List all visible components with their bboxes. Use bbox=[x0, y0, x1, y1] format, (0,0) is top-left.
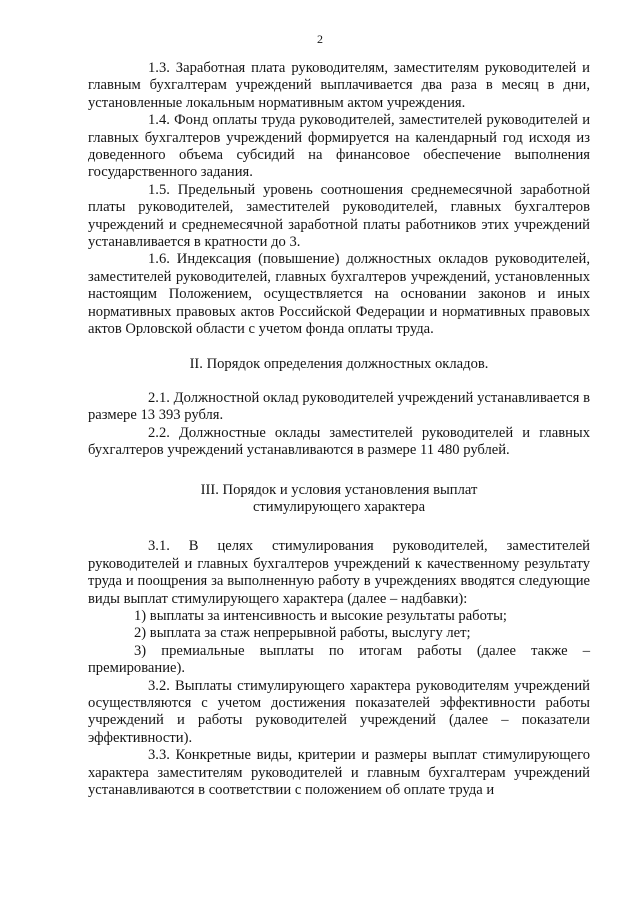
page-number: 2 bbox=[317, 32, 323, 46]
paragraph-2-1: 2.1. Должностной оклад руководителей учреждений устанавливается в размере 13 393 рубля. bbox=[88, 389, 590, 424]
section-3-heading-line-2: стимулирующего характера bbox=[252, 498, 426, 515]
section-3-heading-line-1: III. Порядок и условия установления выплат bbox=[200, 481, 478, 498]
paragraph-3-3: 3.3. Конкретные виды, критерии и размеры выплат стимулирующего характера заместителям руководителей и главным бухгалтерам учреждений устанавливаются в соответствии с положением об оплате труда и bbox=[88, 747, 590, 799]
list-item-2: 2) выплата за стаж непрерывной работы, выслугу лет; bbox=[134, 625, 471, 642]
paragraph-1-6: 1.6. Индексация (повышение) должностных окладов руководителей, заместителей руководителей, главных бухгалтеров учреждений, установленных настоящим Положением, осуществляется на основании законов и иных нормативных правовых актов Российской Федерации и нормативных правовых актов Орловской области с учетом фонда оплаты труда. bbox=[88, 251, 590, 338]
paragraph-1-5: 1.5. Предельный уровень соотношения среднемесячной заработной платы руководителей, заместителей руководителей, главных бухгалтеров учреждений и среднемесячной заработной платы работников этих учреждений устанавливается в кратности до 3. bbox=[88, 181, 590, 251]
spacer bbox=[88, 373, 590, 390]
spacer bbox=[88, 339, 590, 356]
document-body bbox=[88, 60, 590, 799]
paragraph-1-4: 1.4. Фонд оплаты труда руководителей, заместителей руководителей и главных бухгалтеров учреждений формируется на календарный год исходя из доведенного объема субсидий на финансовое обеспечение выполнения государственного задания. bbox=[88, 112, 590, 181]
paragraph-1-3: 1.3. Заработная плата руководителям, заместителям руководителей и главным бухгалтерам учреждений выплачивается два раза в месяц в дни, установленные локальным нормативным актом учреждения. bbox=[88, 60, 590, 111]
paragraph-3-2: 3.2. Выплаты стимулирующего характера руководителям учреждений осуществляются с учетом достижения показателей эффективности работы учреждений и работы руководителей учреждений (далее – показатели эффективности). bbox=[88, 677, 590, 746]
paragraph-2-2: 2.2. Должностные оклады заместителей руководителей и главных бухгалтеров учреждений устанавливаются в размере 11 480 рублей. bbox=[88, 424, 590, 459]
paragraph-3-1: 3.1. В целях стимулирования руководителей, заместителей руководителей и главных бухгалтеров учреждений к качественному результату труда и поощрения за выполненную работу в учреждениях вводятся следующие виды выплат стимулирующего характера (далее – надбавки): bbox=[88, 538, 590, 607]
section-2-heading: II. Порядок определения должностных окладов. bbox=[189, 355, 489, 372]
list-item-3: 3) премиальные выплаты по итогам работы (далее также – премирование). bbox=[88, 642, 590, 677]
spacer bbox=[88, 460, 590, 482]
list-item-1: 1) выплаты за интенсивность и высокие результаты работы; bbox=[134, 607, 507, 624]
spacer bbox=[88, 516, 590, 538]
